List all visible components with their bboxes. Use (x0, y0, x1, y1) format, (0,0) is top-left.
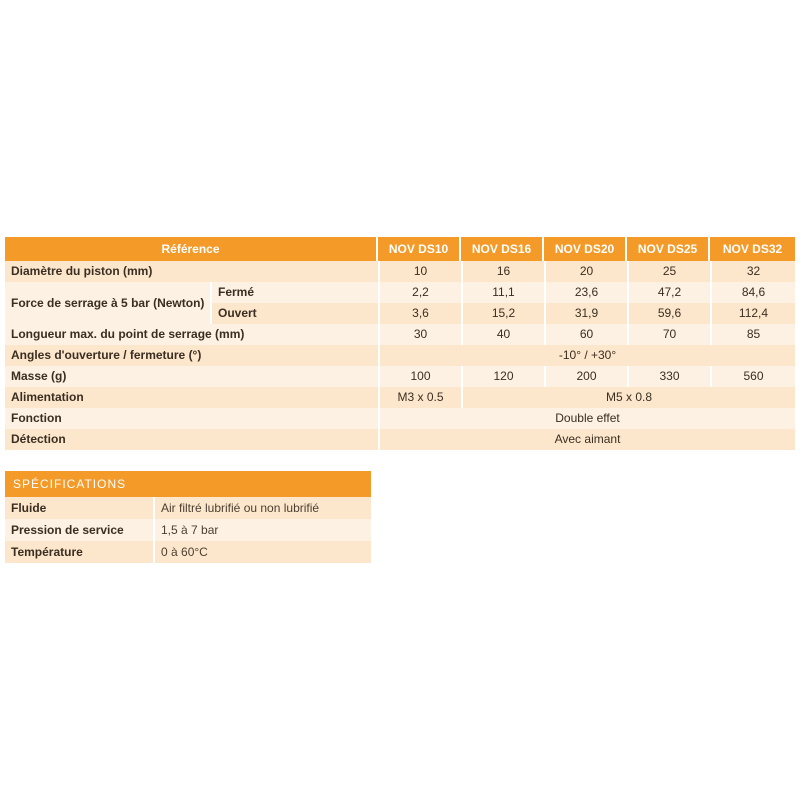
cell-value: -10° / +30° (378, 345, 795, 366)
cell-value: M3 x 0.5 (378, 387, 461, 408)
cell-value: 200 (544, 366, 627, 387)
cell-value: 11,1 (461, 282, 544, 303)
row-label: Masse (g) (5, 366, 378, 387)
cell-value: 30 (378, 324, 461, 345)
cell-value: 120 (461, 366, 544, 387)
table-header-row (5, 237, 795, 261)
spec-label: Fluide (5, 497, 153, 519)
cell-value: 59,6 (627, 303, 710, 324)
header-nov-ds20: NOV DS20 (544, 237, 627, 261)
cell-value: 2,2 (378, 282, 461, 303)
header-nov-ds10: NOV DS10 (378, 237, 461, 261)
cell-value: 112,4 (710, 303, 795, 324)
cell-value: M5 x 0.8 (461, 387, 795, 408)
cell-value: 560 (710, 366, 795, 387)
spec-row-temperature (5, 541, 371, 563)
cell-value: 40 (461, 324, 544, 345)
spec-value: Air filtré lubrifié ou non lubrifié (153, 497, 371, 519)
cell-value: 330 (627, 366, 710, 387)
row-label: Angles d'ouverture / fermeture (°) (5, 345, 378, 366)
row-detection (5, 429, 795, 450)
row-fonction (5, 408, 795, 429)
cell-value: 15,2 (461, 303, 544, 324)
cell-value: 70 (627, 324, 710, 345)
header-nov-ds25: NOV DS25 (627, 237, 710, 261)
spec-title: SPÉCIFICATIONS (5, 471, 371, 497)
header-nov-ds16: NOV DS16 (461, 237, 544, 261)
header-nov-ds32: NOV DS32 (710, 237, 795, 261)
spec-row-pression (5, 519, 371, 541)
cell-value: 31,9 (544, 303, 627, 324)
cell-value: 10 (378, 261, 461, 282)
row-label: Longueur max. du point de serrage (mm) (5, 324, 378, 345)
cell-value: 3,6 (378, 303, 461, 324)
spec-value: 0 à 60°C (153, 541, 371, 563)
cell-value: Avec aimant (378, 429, 795, 450)
row-label: Alimentation (5, 387, 378, 408)
row-label: Détection (5, 429, 378, 450)
cell-value: 85 (710, 324, 795, 345)
row-angles (5, 345, 795, 366)
cell-value: 32 (710, 261, 795, 282)
row-masse (5, 366, 795, 387)
spec-label: Pression de service (5, 519, 153, 541)
cell-value: 100 (378, 366, 461, 387)
sub-label-ouvert: Ouvert (210, 303, 378, 324)
row-alimentation (5, 387, 795, 408)
cell-value: 20 (544, 261, 627, 282)
row-force-ferme (5, 282, 795, 303)
sub-label-ferme: Fermé (210, 282, 378, 303)
cell-value: 60 (544, 324, 627, 345)
cell-value: 47,2 (627, 282, 710, 303)
row-label: Diamètre du piston (mm) (5, 261, 378, 282)
spec-value: 1,5 à 7 bar (153, 519, 371, 541)
row-label: Force de serrage à 5 bar (Newton) (5, 282, 210, 324)
cell-value: Double effet (378, 408, 795, 429)
spec-header-row (5, 471, 371, 497)
spec-row-fluide (5, 497, 371, 519)
spec-label: Température (5, 541, 153, 563)
cell-value: 25 (627, 261, 710, 282)
product-reference-table (5, 237, 795, 450)
cell-value: 23,6 (544, 282, 627, 303)
header-reference: Référence (5, 237, 378, 261)
cell-value: 84,6 (710, 282, 795, 303)
row-diametre (5, 261, 795, 282)
row-longueur (5, 324, 795, 345)
specifications-table (5, 471, 371, 563)
cell-value: 16 (461, 261, 544, 282)
row-label: Fonction (5, 408, 378, 429)
